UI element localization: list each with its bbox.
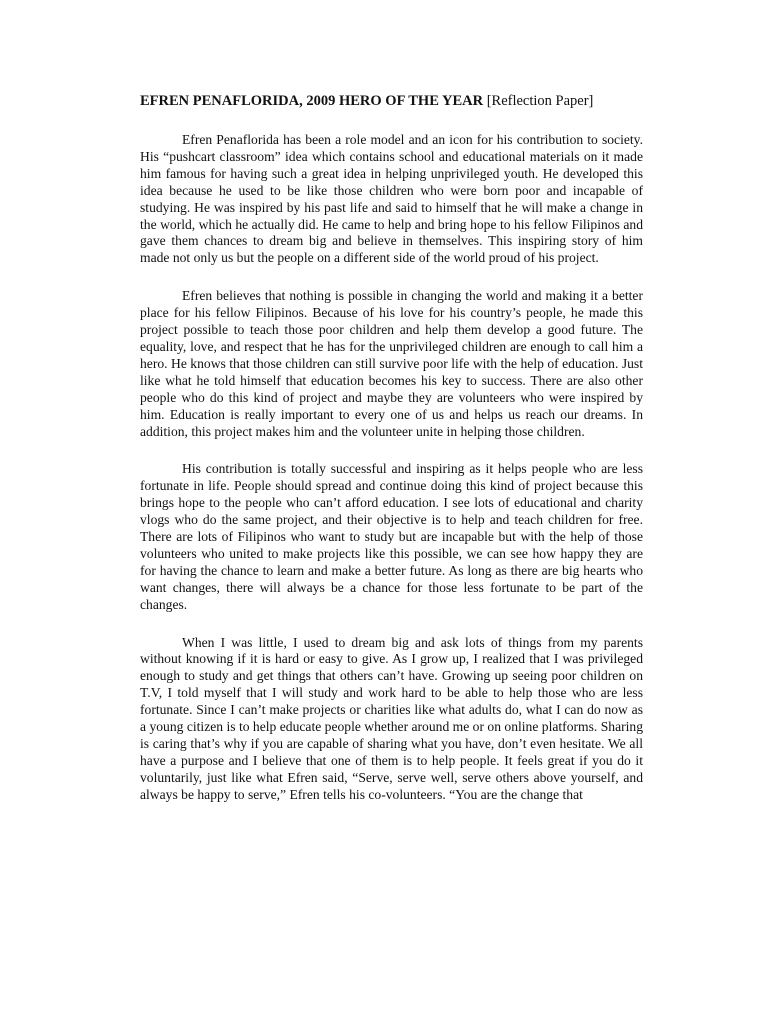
paragraph-1: Efren Penaflorida has been a role model and an icon for his contribution to society. His “pushcart classroom” idea which contains school and educational materials on it made him famous for having such a great idea in helping unprivileged youth. He developed this idea because he used to be like those children who were born poor and incapable of studying. He was inspired by his past life and said to himself that he will make a change in the world, which he actually did. He came to help and bring hope to his fellow Filipinos and gave them chances to dream big and believe in themselves. This inspiring story of him made not only us but the people on a different side of the world proud of his project. [140,132,643,266]
document-title-main: EFREN PENAFLORIDA, 2009 HERO OF THE YEAR [140,93,484,109]
document-title [140,92,643,110]
document-page [140,92,643,825]
paragraph-4: When I was little, I used to dream big and ask lots of things from my parents without knowing if it is hard or easy to give. As I grow up, I realized that I was privileged enough to study and get things that others can’t have. Growing up seeing poor children on T.V, I told myself that I will study and work hard to be able to help those who are less fortunate. Since I can’t make projects or charities like what adults do, what I can do now as a young citizen is to help educate people whether around me or on online platforms. Sharing is caring that’s why if you are capable of sharing what you have, don’t even hesitate. We all have a purpose and I believe that one of them is to help people. It feels great if you do it voluntarily, just like what Efren said, “Serve, serve well, serve others above yourself, and always be happy to serve,” Efren tells his co-volunteers. “You are the change that [140,634,643,802]
paragraph-2: Efren believes that nothing is possible in changing the world and making it a better place for his fellow Filipinos. Because of his love for his country’s people, he made this project possible to teach those poor children and help them develop a good future. The equality, love, and respect that he has for the unprivileged children are enough to call him a hero. He knows that those children can still survive poor life with the help of education. Just like what he told himself that education becomes his key to success. There are also other people who do this kind of project and maybe they are volunteers who were inspired by him. Education is really important to every one of us and helps us reach our dreams. In addition, this project makes him and the volunteer unite in helping those children. [140,288,643,439]
paragraph-3: His contribution is totally successful and inspiring as it helps people who are less fortunate in life. People should spread and continue doing this kind of project because this brings hope to the people who can’t afford education. I see lots of educational and charity vlogs who do the same project, and their objective is to help and teach children for free. There are lots of Filipinos who want to study but are incapable but with the help of those volunteers who united to make projects like this possible, we can see how happy they are for having the chance to learn and make a better future. As long as there are big hearts who want changes, there will always be a chance for those less fortunate to be part of the changes. [140,461,643,612]
document-title-suffix: [Reflection Paper] [486,93,594,109]
